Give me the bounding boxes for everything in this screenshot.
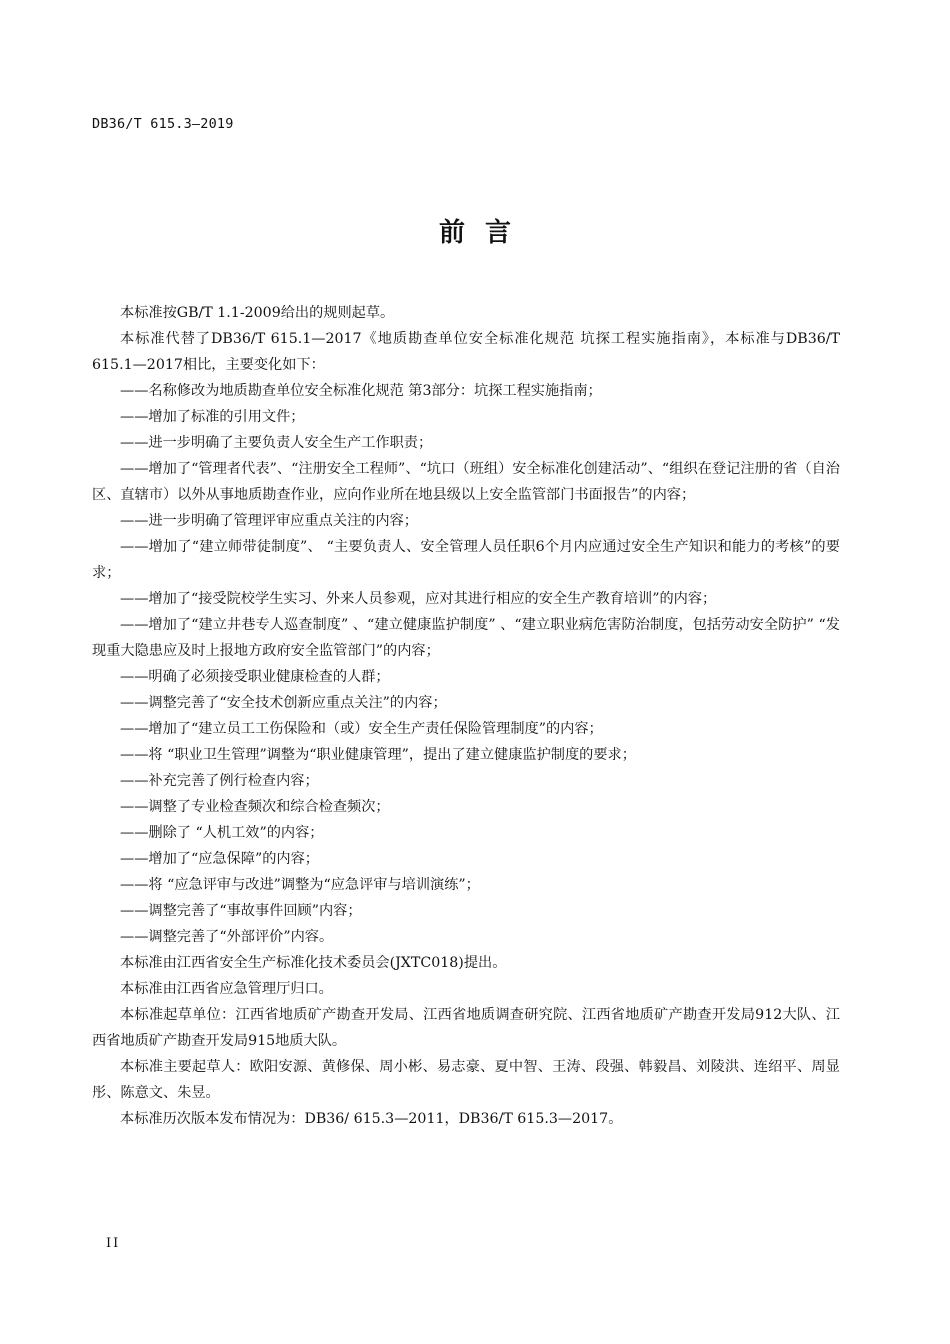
change-item: ——增加了“建立井巷专人巡查制度” 、“建立健康监护制度” 、“建立职业病危害防治制度，包括劳动安全防护” “发现重大隐患应及时上报地方政府安全监管部门”的内容；	[92, 617, 840, 659]
change-item: ——进一步明确了管理评审应重点关注的内容；	[120, 513, 418, 529]
change-item: ——将 “职业卫生管理”调整为“职业健康管理”，提出了建立健康监护制度的要求；	[120, 747, 636, 763]
change-item: ——将 “应急评审与改进”调整为“应急评审与培训演练”；	[120, 877, 480, 893]
change-item: ——删除了 “人机工效”的内容；	[120, 825, 324, 841]
change-item: ——明确了必须接受职业健康检查的人群；	[120, 669, 390, 685]
change-item: ——增加了“接受院校学生实习、外来人员参观，应对其进行相应的安全生产教育培训”的内容；	[120, 591, 717, 607]
foreword-body	[92, 300, 840, 1132]
change-item: ——增加了“管理者代表”、“注册安全工程师”、“坑口（班组）安全标准化创建活动”、“组织在登记注册的省（自治区、直辖市）以外从事地质勘查作业，应向作业所在地县级以上安全监管部门书面报告”的内容；	[92, 461, 840, 503]
change-item: ——增加了标准的引用文件；	[120, 409, 305, 425]
change-item: ——增加了“应急保障”的内容；	[120, 851, 319, 867]
paragraph: 本标准代替了DB36/T 615.1—2017《地质勘查单位安全标准化规范 坑探工程实施指南》，本标准与DB36/T 615.1—2017相比，主要变化如下：	[92, 331, 840, 373]
change-item: ——名称修改为地质勘查单位安全标准化规范 第3部分：坑探工程实施指南；	[120, 383, 602, 399]
change-item: ——调整完善了“外部评价”内容。	[120, 929, 334, 945]
paragraph: 本标准由江西省安全生产标准化技术委员会(JXTC018)提出。	[120, 955, 507, 971]
change-item: ——增加了“建立师带徒制度”、 “主要负责人、安全管理人员任职6个月内应通过安全生产知识和能力的考核”的要求；	[92, 539, 840, 581]
paragraph: 本标准由江西省应急管理厅归口。	[120, 981, 333, 997]
page-number: II	[106, 1236, 121, 1251]
change-item: ——调整完善了“事故事件回顾”内容；	[120, 903, 362, 919]
paragraph: 本标准主要起草人：欧阳安源、黄修保、周小彬、易志豪、夏中智、王涛、段强、韩毅昌、刘陵洪、连绍平、周显彤、陈意文、朱昱。	[92, 1059, 840, 1101]
change-item: ——调整了专业检查频次和综合检查频次；	[120, 799, 390, 815]
paragraph: 本标准起草单位：江西省地质矿产勘查开发局、江西省地质调查研究院、江西省地质矿产勘查开发局912大队、江西省地质矿产勘查开发局915地质大队。	[92, 1007, 840, 1049]
change-item: ——进一步明确了主要负责人安全生产工作职责；	[120, 435, 433, 451]
change-item: ——调整完善了“安全技术创新应重点关注”的内容；	[120, 695, 447, 711]
change-item: ——增加了“建立员工工伤保险和（或）安全生产责任保险管理制度”的内容；	[120, 721, 603, 737]
document-code: DB36/T 615.3—2019	[92, 116, 234, 132]
paragraph: 本标准按GB/T 1.1-2009给出的规则起草。	[120, 305, 395, 321]
change-item: ——补充完善了例行检查内容；	[120, 773, 319, 789]
page-title: 前言	[438, 218, 531, 248]
paragraph: 本标准历次版本发布情况为：DB36/ 615.3—2011，DB36/T 615.3—2017。	[120, 1111, 623, 1127]
